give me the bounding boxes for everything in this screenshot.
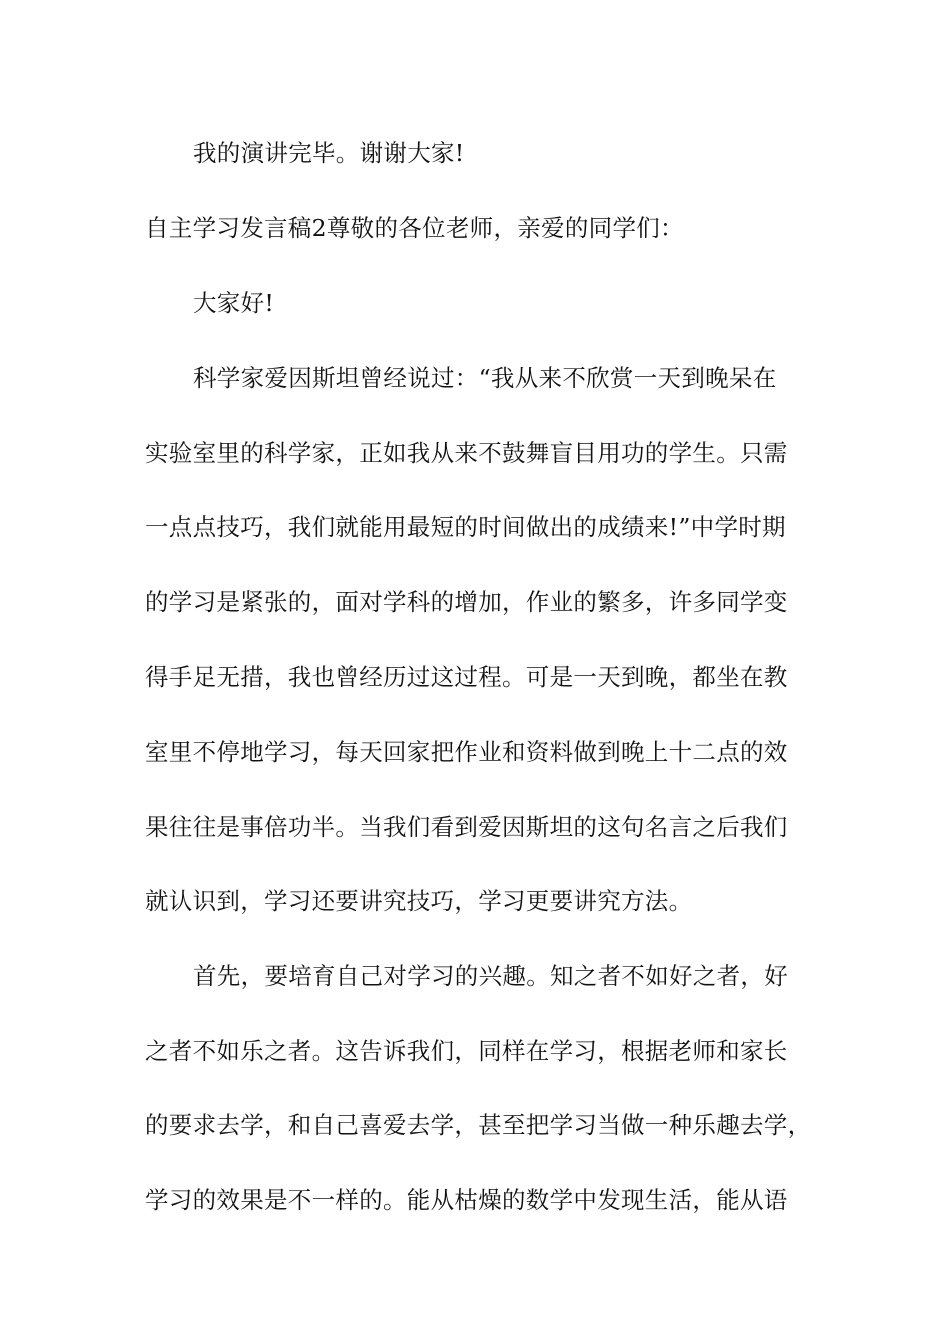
text-line: 果往往是事倍功半。当我们看到爱因斯坦的这句名言之后我们 — [145, 813, 788, 841]
text-line: 自主学习发言稿2尊敬的各位老师，亲爱的同学们： — [145, 214, 684, 242]
text-line: 室里不停地学习，每天回家把作业和资料做到晚上十二点的效 — [145, 738, 788, 766]
text-line: 大家好! — [193, 289, 275, 317]
text-line: 一点点技巧，我们就能用最短的时间做出的成绩来!”中学时期 — [145, 513, 786, 541]
text-line: 得手足无措，我也曾经历过这过程。可是一天到晚，都坐在教 — [145, 663, 788, 691]
text-line: 就认识到，学习还要讲究技巧，学习更要讲究方法。 — [145, 887, 693, 915]
text-line: 我的演讲完毕。谢谢大家! — [193, 139, 465, 167]
text-line: 实验室里的科学家，正如我从来不鼓舞盲目用功的学生。只需 — [145, 439, 788, 467]
text-line: 科学家爱因斯坦曾经说过：“我从来不欣赏一天到晚呆在 — [193, 364, 777, 392]
text-line: 之者不如乐之者。这告诉我们，同样在学习，根据老师和家长 — [145, 1037, 788, 1065]
text-line: 学习的效果是不一样的。能从枯燥的数学中发现生活，能从语 — [145, 1186, 788, 1214]
text-line: 的要求去学，和自己喜爱去学，甚至把学习当做一种乐趣去学， — [145, 1111, 812, 1139]
text-line: 首先，要培育自己对学习的兴趣。知之者不如好之者，好 — [193, 962, 788, 990]
text-line: 的学习是紧张的，面对学科的增加，作业的繁多，许多同学变 — [145, 588, 788, 616]
